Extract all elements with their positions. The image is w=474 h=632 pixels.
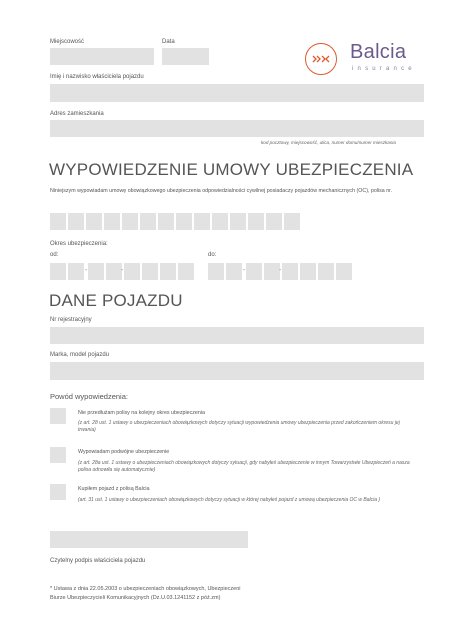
reason-label: Nie przedłużam polisy na kolejny okres ubezpieczenia [78,410,205,416]
policy-digit[interactable] [284,213,300,230]
period-to-day[interactable] [208,263,242,280]
period-from-month[interactable] [88,263,122,280]
period-to-month[interactable] [246,263,280,280]
date-digit[interactable] [300,263,316,280]
footnote-line-2: Biurze Ubezpieczycieli Komunikacyjnych (Dz.U.03.1241152 z póź.zm) [50,595,221,601]
date-digit[interactable] [124,263,140,280]
date-field[interactable] [162,48,209,65]
period-to-year[interactable] [282,263,352,280]
city-label: Miejscowość [50,39,85,45]
policy-digit[interactable] [86,213,102,230]
date-digit[interactable] [178,263,194,280]
period-to-label: do: [208,252,217,258]
date-digit[interactable] [160,263,176,280]
vehicle-title: DANE POJAZDU [49,291,183,310]
reason-note: (z art. 28 ust. 1 ustawy o ubezpieczeniach obowiązkowych dotyczy sytuacji wypowiedzenia umowy ubezpieczenia przed zakończeniem okresu jej trwania) [78,420,400,433]
address-label: Adres zamieszkania [50,111,104,117]
address-hint: kod pocztowy, miejscowość, ulica, numer domu/numer mieszkania [261,140,396,145]
date-label: Data [162,39,175,45]
date-digit[interactable] [50,263,66,280]
period-from-year[interactable] [124,263,194,280]
date-digit[interactable] [246,263,262,280]
date-digit[interactable] [142,263,158,280]
date-separator: - [85,267,88,274]
policy-digit[interactable] [176,213,192,230]
reason-checkbox-bought-vehicle[interactable] [50,484,66,500]
owner-name-field[interactable] [50,84,424,102]
policy-digit[interactable] [158,213,174,230]
footnote-line-1: * Ustawa z dnia 22.05.2003 o ubezpieczeniach obowiązkowych, Ubezpieczeni [50,586,241,592]
signature-field[interactable] [50,531,248,548]
reason-note: (art. 31 ust. 1 ustawy o ubezpieczeniach obowiązkowych dotyczy sytuacji w której nabyłeś pojazd z umową ubezpieczenia OC w Balcia ) [78,497,381,503]
city-field[interactable] [50,48,154,65]
period-from-label: od: [50,252,59,258]
date-digit[interactable] [282,263,298,280]
date-digit[interactable] [336,263,352,280]
address-field[interactable] [50,120,424,137]
signature-label: Czytelny podpis właściciela pojazdu [50,558,146,564]
policy-digit[interactable] [122,213,138,230]
date-digit[interactable] [208,263,224,280]
policy-digit[interactable] [68,213,84,230]
registration-label: Nr rejestracyjny [50,317,92,323]
reason-note: (z art. 28a ust. 1 ustawy o ubezpieczeniach obowiązkowych dotyczy sytuacji, gdy nabyłeś ubezpieczenie w innym Towarzystwie Ubezpieczeń a nasza polisa odnowiła się automatycznie) [78,460,410,473]
logo-subtitle: insurance [352,66,416,72]
policy-digit[interactable] [50,213,66,230]
policy-digit[interactable] [194,213,210,230]
period-label: Okres ubezpieczenia: [50,241,108,247]
policy-digit[interactable] [230,213,246,230]
registration-field[interactable] [50,327,424,344]
policy-digit[interactable] [266,213,282,230]
owner-name-label: Imię i nazwisko właściciela pojazdu [50,74,144,80]
balcia-logo [305,40,435,76]
date-digit[interactable] [88,263,104,280]
policy-digit[interactable] [140,213,156,230]
reasons-title: Powód wypowiedzenia: [50,392,128,401]
reason-checkbox-double-insurance[interactable] [50,447,66,463]
logo-name: Balcia [350,41,407,63]
date-digit[interactable] [226,263,242,280]
policy-digit[interactable] [104,213,120,230]
date-separator: - [279,267,282,274]
balcia-logo-icon [305,43,337,75]
policy-digit[interactable] [212,213,228,230]
reason-label: Wypowiadam podwójne ubezpieczenie [78,449,170,455]
make-model-label: Marka, model pojazdu [50,352,110,358]
termination-title: WYPOWIEDZENIE UMOWY UBEZPIECZENIA [49,160,414,179]
date-digit[interactable] [264,263,280,280]
reason-label: Kupiłem pojazd z polisą Balcia [78,486,150,492]
termination-statement: Niniejszym wypowiadam umowę obowiązkowego ubezpieczenia odpowiedzialności cywilnej posiadaczy pojazdów mechanicznych (OC), polisa nr. [50,188,393,194]
reason-checkbox-not-renewing[interactable] [50,408,66,424]
make-model-field[interactable] [50,362,424,380]
policy-number-field[interactable] [50,213,300,230]
period-from-day[interactable] [50,263,84,280]
date-digit[interactable] [106,263,122,280]
date-separator: - [121,267,124,274]
date-digit[interactable] [68,263,84,280]
date-separator: - [243,267,246,274]
policy-digit[interactable] [248,213,264,230]
date-digit[interactable] [318,263,334,280]
